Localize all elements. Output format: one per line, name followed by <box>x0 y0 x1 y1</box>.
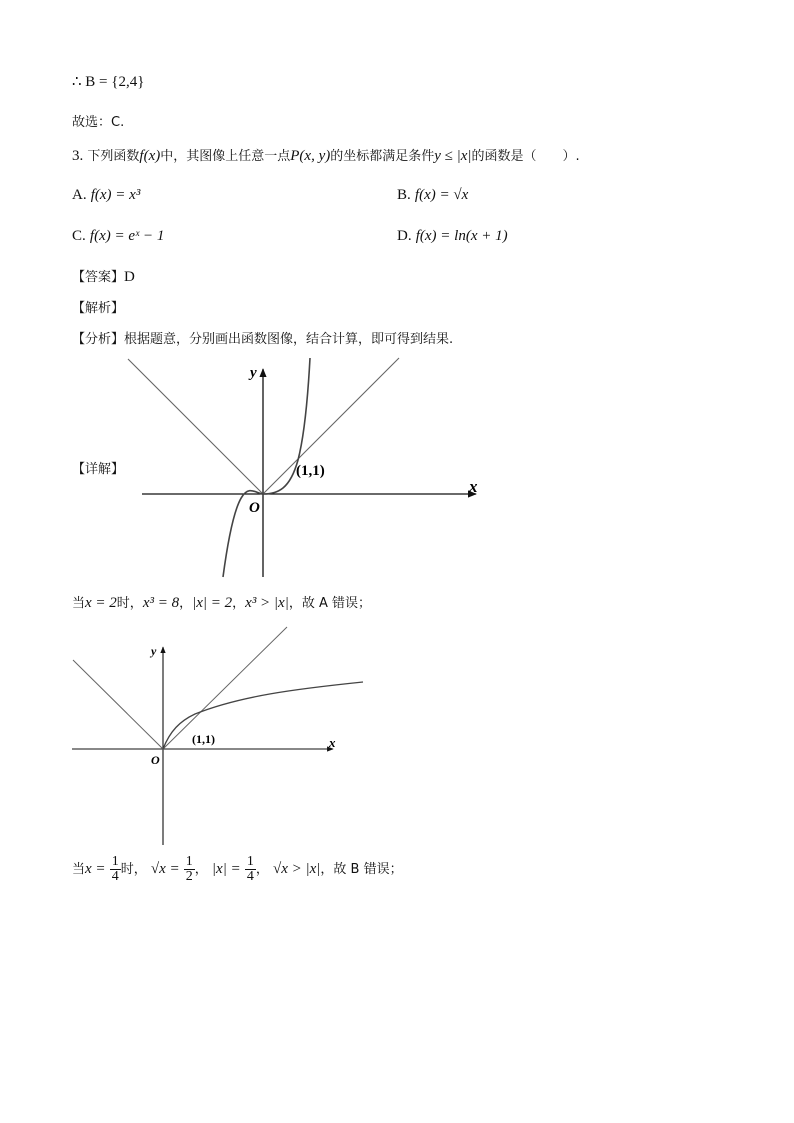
therefore-line <box>72 72 144 91</box>
question-text-1: 下列函数 <box>87 149 140 164</box>
answer-value: D <box>124 269 135 285</box>
option-b-label: B. <box>397 187 411 203</box>
fenxi-text: 根据题意，分别画出函数图像，结合计算，即可得到结果. <box>124 332 454 347</box>
analysis-line <box>72 297 124 316</box>
question-text-4: 的函数是（ ）. <box>471 149 580 164</box>
question-stem <box>72 145 580 165</box>
case-a-shi: 时， <box>116 596 143 611</box>
case-b-compare: √x > |x| <box>272 861 321 877</box>
case-b-abs-fraction <box>245 855 256 884</box>
detail-tag-line <box>72 458 124 477</box>
option-c-label: C. <box>72 228 86 244</box>
question-fx: f(x) <box>139 148 161 164</box>
option-c <box>72 228 164 245</box>
case-b-shi: 时， <box>120 862 147 877</box>
x-axis-label: x <box>329 735 336 750</box>
case-b-abs-den: 4 <box>246 869 254 884</box>
option-d-expr: f(x) = ln(x + 1) <box>415 228 508 244</box>
x-axis-label: x <box>469 477 478 496</box>
case-a-prefix: 当 <box>72 596 86 611</box>
option-d <box>397 228 508 245</box>
case-a-compare: x³ > |x| <box>245 595 289 611</box>
option-b <box>397 187 468 204</box>
graph-cube-vs-abs <box>120 355 490 580</box>
option-a <box>72 187 140 204</box>
detail-tag: 【详解】 <box>72 462 125 477</box>
case-b-abs-num: 1 <box>246 854 254 869</box>
case-a-line: 当x = 2时，x³ = 8，|x| = 2，x³ > |x|，故 A 错误； <box>72 595 372 611</box>
question-condition: y ≤ |x| <box>434 148 472 164</box>
case-a-suffix: ，故 A 错误； <box>288 596 372 611</box>
origin-label: O <box>249 500 260 516</box>
fenxi-line <box>72 328 453 347</box>
case-b-prefix: 当 <box>72 862 86 877</box>
case-b-x-fraction <box>110 855 121 884</box>
question-text-3: 的坐标都满足条件 <box>330 149 435 164</box>
therefore-text: ∴ B = {2,4} <box>72 74 145 90</box>
question-number: 3. <box>72 148 84 164</box>
case-b-x-num: 1 <box>111 854 119 869</box>
case-b-sqrt-fraction <box>184 855 195 884</box>
origin-label: O <box>151 753 160 767</box>
choice-line <box>72 111 124 130</box>
case-b-suffix: ，故 B 错误； <box>320 862 403 877</box>
case-b-abs-lhs: |x| = <box>211 861 241 877</box>
analysis-tag: 【解析】 <box>72 301 125 316</box>
point-label: (1,1) <box>192 732 215 746</box>
case-b-sqrt-num: 1 <box>185 854 193 869</box>
case-a-cube: x³ = 8 <box>142 595 180 611</box>
graph-sqrt-vs-abs <box>65 625 370 847</box>
abs-x-curve <box>73 627 287 749</box>
case-b-x-den: 4 <box>111 869 119 884</box>
case-b-sqrt-lhs: √x = <box>150 861 180 877</box>
question-point: P(x, y) <box>290 148 331 164</box>
option-a-label: A. <box>72 187 87 203</box>
choice-text: 故选：C. <box>72 115 125 130</box>
option-d-label: D. <box>397 228 412 244</box>
point-label: (1,1) <box>296 463 325 479</box>
question-text-2: 中，其图像上任意一点 <box>160 149 291 164</box>
case-b-line: 当x = $\frac{1}{4}$ 时， √x = $\frac{1}{2}$ ， |x| = $\frac{1}{4}$ ， √x > |x|，故 B 错误； <box>72 854 403 884</box>
answer-line <box>72 266 135 286</box>
case-a-x: x = 2 <box>85 595 117 611</box>
fenxi-tag: 【分析】 <box>72 332 125 347</box>
case-b-x: x = <box>85 861 106 877</box>
answer-tag: 【答案】 <box>72 270 125 285</box>
case-b-sqrt-den: 2 <box>185 869 193 884</box>
option-b-expr: f(x) = √x <box>414 187 469 203</box>
y-axis-label: y <box>250 365 257 381</box>
case-a-abs: |x| = 2 <box>192 595 233 611</box>
option-a-expr: f(x) = x³ <box>90 187 141 203</box>
option-c-expr: f(x) = eˣ − 1 <box>89 228 165 244</box>
y-axis-label: y <box>151 644 157 658</box>
